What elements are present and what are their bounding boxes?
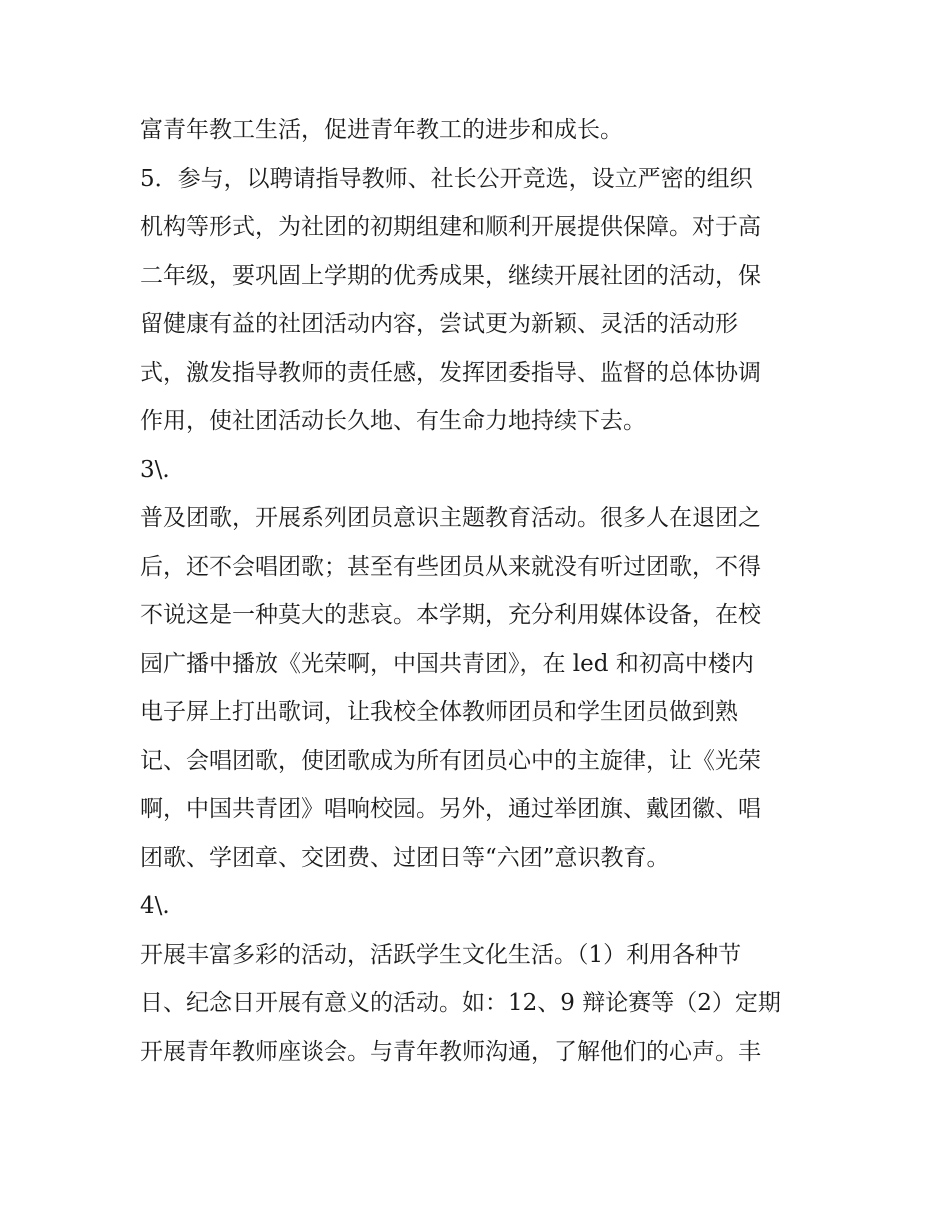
- text-line: 电子屏上打出歌词，让我校全体教师团员和学生团员做到熟: [140, 699, 738, 725]
- text-line: 普及团歌，开展系列团员意识主题教育活动。很多人在退团之: [140, 505, 761, 531]
- text-line: 5．参与，以聘请指导教师、社长公开竞选，设立严密的组织: [140, 165, 753, 192]
- text-line: 机构等形式，为社团的初期组建和顺利开展提供保障。对于高: [140, 214, 761, 240]
- section-number: 3\.: [140, 456, 170, 483]
- text-line: 后，还不会唱团歌；甚至有些团员从来就没有听过团歌，不得: [140, 553, 761, 580]
- document-body: [140, 106, 820, 1076]
- text-line: 园广播中播放《光荣啊，中国共青团》，在 led 和初高中楼内: [140, 650, 754, 677]
- text-line: 团歌、学团章、交团费、过团日等“六团”意识教育。: [140, 844, 670, 871]
- text-line: 记、会唱团歌，使团歌成为所有团员心中的主旋律，让《光荣: [140, 747, 761, 774]
- text-line: 开展青年教师座谈会。与青年教师沟通，了解他们的心声。丰: [140, 1038, 761, 1065]
- text-line: 日、纪念日开展有意义的活动。如：12、9 辩论赛等（2）定期: [140, 990, 781, 1016]
- text-line: 不说这是一种莫大的悲哀。本学期，充分利用媒体设备，在校: [140, 602, 761, 628]
- text-line: 啊，中国共青团》唱响校园。另外，通过举团旗、戴团徽、唱: [140, 796, 761, 822]
- text-line: 富青年教工生活，促进青年教工的进步和成长。: [140, 117, 623, 143]
- section-number: 4\.: [140, 893, 170, 919]
- text-line: 作用，使社团活动长久地、有生命力地持续下去。: [140, 408, 646, 434]
- text-line: 二年级，要巩固上学期的优秀成果，继续开展社团的活动，保: [140, 262, 761, 289]
- text-line: 留健康有益的社团活动内容，尝试更为新颖、灵活的活动形: [140, 311, 738, 337]
- text-line: 式，激发指导教师的责任感，发挥团委指导、监督的总体协调: [140, 359, 761, 386]
- text-line: 开展丰富多彩的活动，活跃学生文化生活。（1）利用各种节: [140, 941, 742, 968]
